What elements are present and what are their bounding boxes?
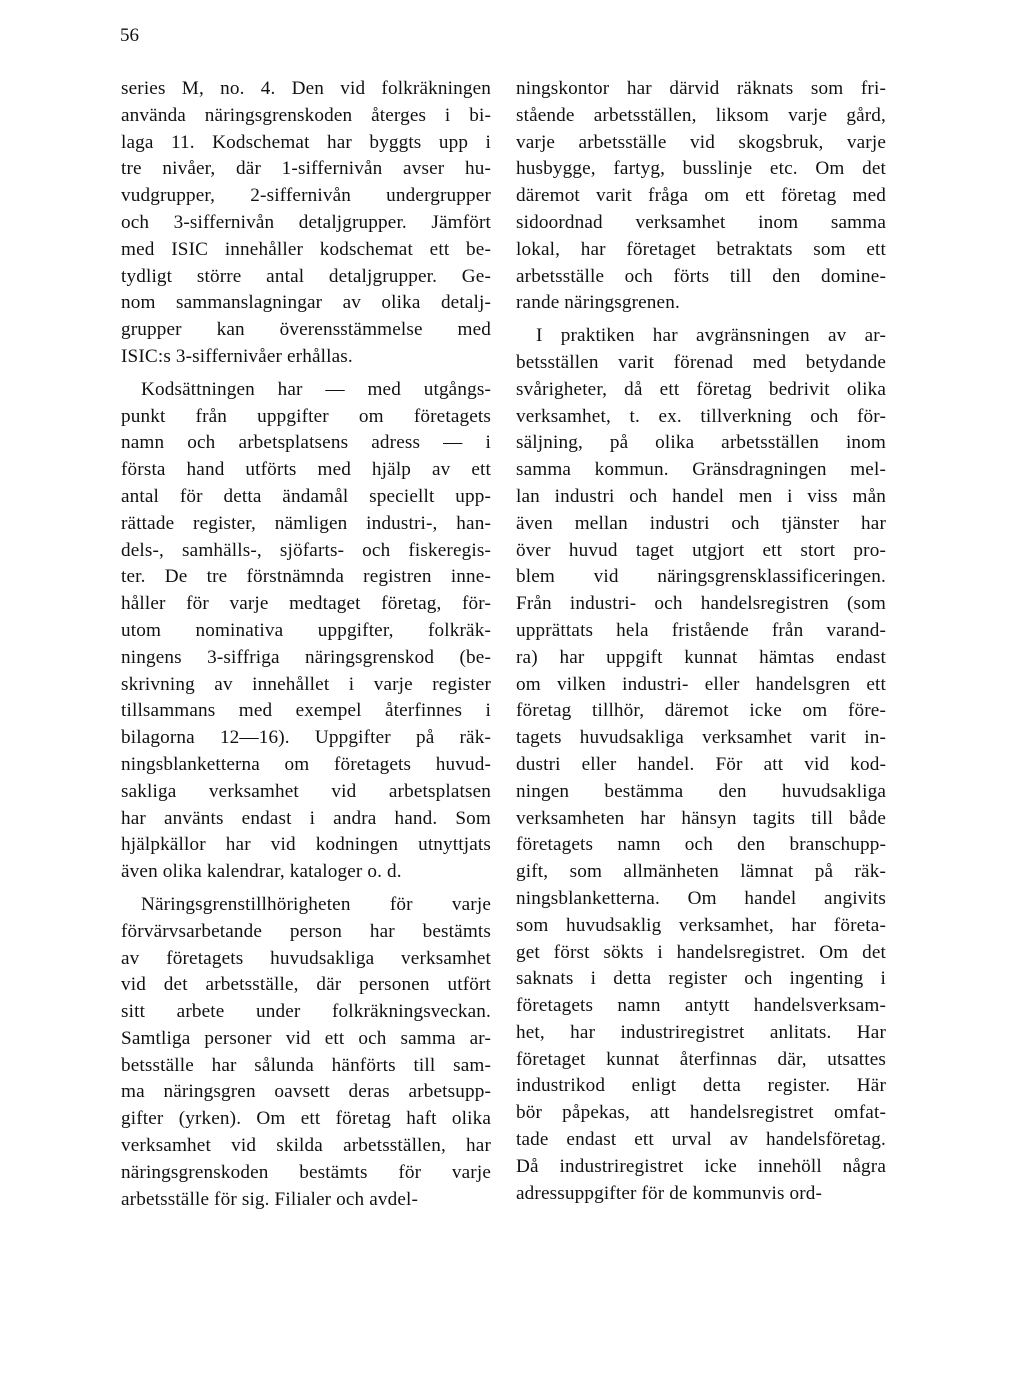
text-line: ningsblanketterna. Om handel angivits (516, 887, 886, 909)
text-line: sidoordnad verksamhet inom samma (516, 211, 886, 233)
text-line: Näringsgrenstillhörigheten för varje (141, 893, 491, 915)
text-line: stående arbetsställen, liksom varje gård, (516, 104, 886, 126)
text-line: om vilken industri- eller handelsgren ett (516, 673, 886, 695)
text-line: grupper kan överensstämmelse med (121, 319, 491, 341)
text-line: ra) har uppgift kunnat hämtas endast (516, 646, 886, 668)
text-line: över huvud taget utgjort ett stort pro- (516, 539, 886, 561)
text-line: dustri eller handel. För att vid kod- (516, 753, 886, 775)
text-line: förvärvsarbetande person har bestämts (121, 920, 491, 942)
text-line: verksamheten har hänsyn tagits till både (516, 807, 886, 829)
text-line: som huvudsaklig verksamhet, har företa- (516, 914, 886, 936)
text-line: ningsblanketterna om företagets huvud- (121, 753, 491, 775)
text-line: av företagets huvudsakliga verksamhet (121, 947, 491, 969)
text-line: ter. De tre förstnämnda registren inne- (121, 566, 491, 588)
text-line: adressuppgifter för de kommunvis ord- (516, 1182, 823, 1204)
text-line: företagets namn och den branschupp- (516, 834, 886, 856)
text-line: med ISIC innehåller kodschemat ett be- (121, 238, 491, 260)
text-line: näringsgrenskoden bestämts för varje (121, 1161, 491, 1183)
text-line: arbetsställe och förts till den domine- (516, 265, 886, 287)
text-line: industrikod enligt detta register. Här (516, 1075, 886, 1097)
paragraph (516, 76, 886, 317)
paragraph (121, 377, 491, 886)
text-line: punkt från uppgifter om företagets (121, 405, 491, 427)
text-line: Från industri- och handelsregistren (som (516, 593, 886, 615)
text-line: saknats i detta register och ingenting i (516, 968, 886, 990)
text-line: arbetsställe för sig. Filialer och avdel- (121, 1188, 419, 1210)
text-line: även mellan industri och tjänster har (516, 512, 886, 534)
text-line: hjälpkällor har vid kodningen utnyttjats (121, 834, 491, 856)
text-line: skrivning av innehållet i varje register (121, 673, 491, 695)
text-line: samma kommun. Gränsdragningen mel- (516, 459, 886, 481)
text-line: bilagorna 12—16). Uppgifter på räk- (121, 727, 491, 749)
text-line: företaget kunnat återfinnas där, utsattes (516, 1048, 886, 1070)
text-line: sakliga verksamhet vid arbetsplatsen (121, 780, 491, 802)
text-line: laga 11. Kodschemat har byggts upp i (121, 131, 491, 153)
text-line: namn och arbetsplatsens adress — i (121, 432, 491, 454)
text-line: utom nominativa uppgifter, folkräk- (121, 619, 491, 641)
text-line: tagets huvudsakliga verksamhet varit in- (516, 727, 886, 749)
text-line: har använts endast i andra hand. Som (121, 807, 491, 829)
text-line: verksamhet, t. ex. tillverkning och för- (516, 405, 886, 427)
text-line: Samtliga personer vid ett och samma ar- (121, 1027, 491, 1049)
text-line: lan industri och handel men i viss mån (516, 485, 886, 507)
text-line: även olika kalendrar, kataloger o. d. (121, 861, 402, 883)
text-line: rättade register, nämligen industri-, han- (121, 512, 491, 534)
page-number: 56 (120, 25, 139, 46)
text-line: dels-, samhälls-, sjöfarts- och fiskeregis- (121, 539, 491, 561)
text-line: I praktiken har avgränsningen av ar- (536, 325, 886, 347)
text-line: bör påpekas, att handelsregistret omfat- (516, 1102, 886, 1124)
paragraph (516, 323, 886, 1207)
text-line: nom sammanslagningar av olika detalj- (121, 292, 491, 314)
text-line: Då industriregistret icke innehöll några (516, 1155, 886, 1177)
text-line: använda näringsgrenskoden återges i bi- (121, 104, 491, 126)
paragraph (121, 76, 491, 371)
text-line: ningen bestämma den huvudsakliga (516, 780, 886, 802)
text-line: och 3-siffernivån detaljgrupper. Jämfört (121, 211, 491, 233)
text-line: betsställen varit förenad med betydande (516, 351, 886, 373)
text-line: varje arbetsställe vid skogsbruk, varje (516, 131, 886, 153)
text-line: företag tillhör, däremot icke om före- (516, 700, 886, 722)
text-line: antal för detta ändamål speciellt upp- (121, 485, 491, 507)
text-line: sitt arbete under folkräkningsveckan. (121, 1001, 491, 1023)
text-line: tillsammans med exempel återfinnes i (121, 700, 491, 722)
paragraph (121, 892, 491, 1214)
text-line: gift, som allmänheten lämnat på räk- (516, 861, 886, 883)
left-column (121, 76, 491, 1213)
text-line: Kodsättningen har — med utgångs- (141, 378, 491, 400)
text-line: lokal, har företaget betraktats som ett (516, 238, 886, 260)
text-line: tade endast ett urval av handelsföretag. (516, 1129, 886, 1151)
text-line: första hand utförts med hjälp av ett (121, 459, 491, 481)
text-line: betsställe har sålunda hänförts till sam- (121, 1054, 491, 1076)
text-line: håller för varje medtaget företag, för- (121, 593, 491, 615)
text-line: husbygge, fartyg, busslinje etc. Om det (516, 158, 886, 180)
text-line: vid det arbetsställe, där personen utfört (121, 974, 491, 996)
text-line: tre nivåer, där 1-siffernivån avser hu- (121, 158, 491, 180)
text-line: series M, no. 4. Den vid folkräkningen (121, 78, 491, 99)
text-line: upprättats hela fristående från varand- (516, 619, 886, 641)
text-line: rande näringsgrenen. (516, 292, 680, 314)
text-line: företagets namn antytt handelsverksam- (516, 995, 886, 1017)
text-line: ISIC:s 3-siffernivåer erhållas. (121, 345, 353, 367)
text-line: verksamhet vid skilda arbetsställen, har (121, 1135, 491, 1157)
text-line: het, har industriregistret anlitats. Har (516, 1021, 886, 1043)
text-line: ningens 3-siffriga näringsgrenskod (be- (121, 646, 491, 668)
text-line: vudgrupper, 2-siffernivån undergrupper (121, 185, 491, 207)
right-column (516, 76, 886, 1207)
text-line: tydligt större antal detaljgrupper. Ge- (121, 265, 491, 287)
text-line: blem vid näringsgrensklassificeringen. (516, 566, 886, 588)
text-line: svårigheter, då ett företag bedrivit olika (516, 378, 886, 400)
text-line: ningskontor har därvid räknats som fri- (516, 78, 886, 99)
text-line: gifter (yrken). Om ett företag haft olika (121, 1108, 491, 1130)
text-line: säljning, på olika arbetsställen inom (516, 432, 886, 454)
text-line: get först sökts i handelsregistret. Om det (516, 941, 886, 963)
text-line: ma näringsgren oavsett deras arbetsupp- (121, 1081, 491, 1103)
text-line: däremot varit fråga om ett företag med (516, 185, 886, 207)
